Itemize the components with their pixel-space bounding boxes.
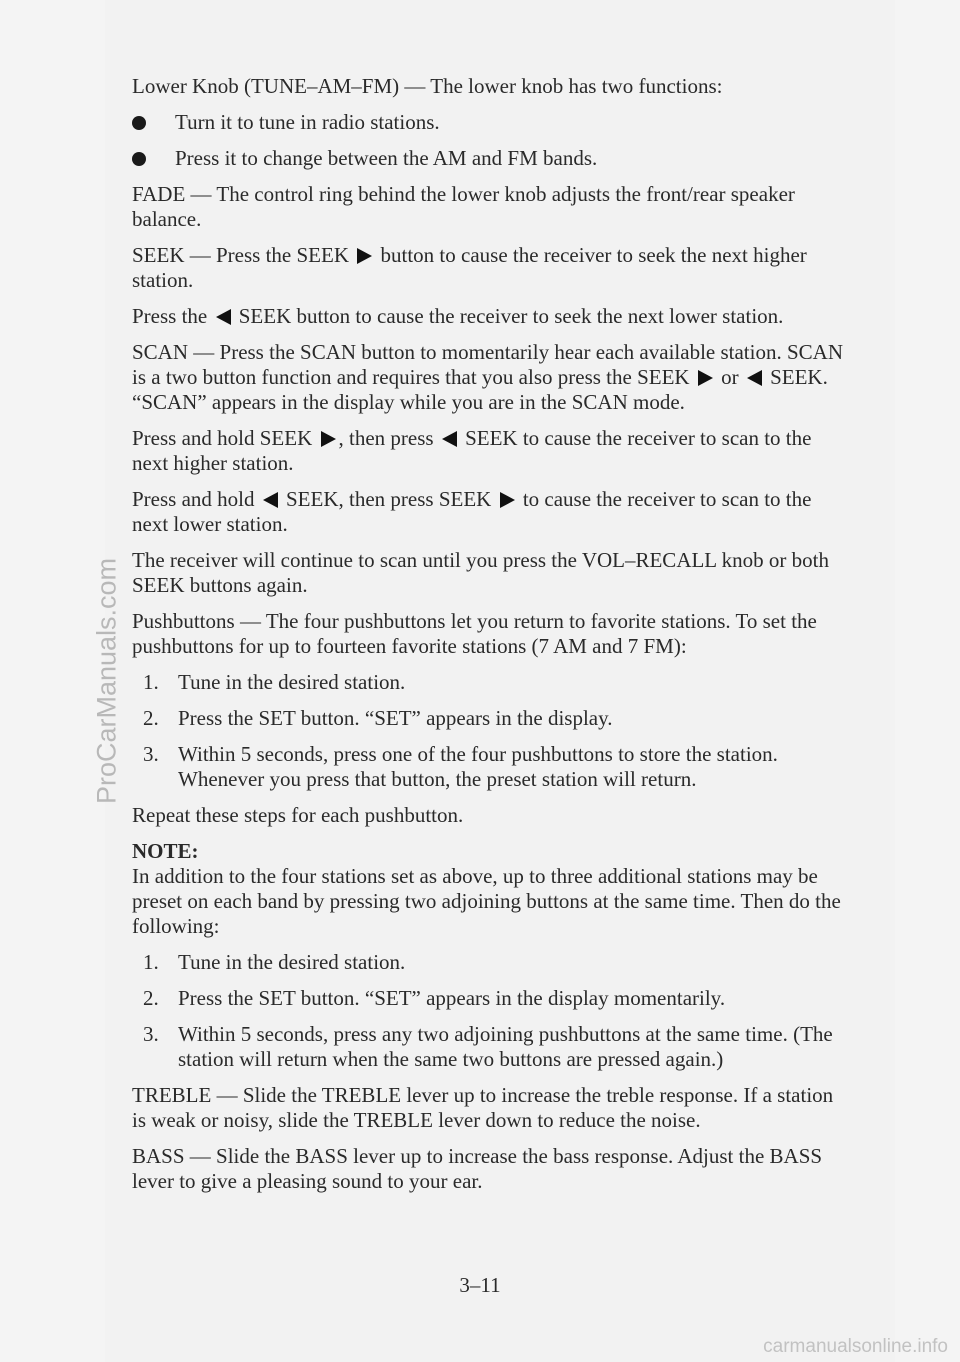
scan-paragraph <box>132 340 852 415</box>
seek-paragraph <box>132 243 852 293</box>
treble-paragraph: TREBLE — Slide the TREBLE lever up to increase the treble response. If a station is weak or noisy, slide the TREBLE lever down to reduce the noise. <box>132 1083 834 1132</box>
seek-text: SEEK button to cause the receiver to seek the next lower station. <box>238 304 784 328</box>
seek-text: Press the <box>132 304 208 328</box>
scan-higher-paragraph <box>132 426 852 476</box>
step-number: 2. <box>143 986 159 1010</box>
scan-text: SEEK to cause the receiver to scan to the next higher station. <box>132 426 812 475</box>
scan-lower-paragraph <box>132 487 852 537</box>
step-number: 3. <box>143 1022 159 1046</box>
step-text: Within 5 seconds, press any two adjoining pushbuttons at the same time. (The station will return when the same two buttons are pressed again.) <box>178 1022 833 1071</box>
seek-text: button to cause the receiver to seek the next higher station. <box>132 243 807 292</box>
seek-up-arrow-icon <box>698 370 713 386</box>
scan-text: Press and hold SEEK <box>132 426 313 450</box>
numbered-step <box>132 950 852 975</box>
scan-text: SCAN — Press the SCAN button to momentarily hear each available station. SCAN is a two button function and requires that you also press the SEEK <box>132 340 843 389</box>
numbered-step <box>132 742 852 792</box>
step-text: Press the SET button. “SET” appears in the display. <box>178 706 613 730</box>
step-number: 1. <box>143 670 159 694</box>
page-content <box>132 74 852 1205</box>
repeat-paragraph: Repeat these steps for each pushbutton. <box>132 803 464 827</box>
step-text: Tune in the desired station. <box>178 670 406 694</box>
step-number: 2. <box>143 706 159 730</box>
step-text: Press the SET button. “SET” appears in the display momentarily. <box>178 986 726 1010</box>
bullet-text: Press it to change between the AM and FM bands. <box>175 146 598 170</box>
lower-knob-intro: Lower Knob (TUNE–AM–FM) — The lower knob has two functions: <box>132 74 723 98</box>
seek-up-arrow-icon <box>321 431 336 447</box>
numbered-step <box>132 1022 852 1072</box>
fade-paragraph: FADE — The control ring behind the lower knob adjusts the front/rear speaker balance. <box>132 182 795 231</box>
bass-paragraph: BASS — Slide the BASS lever up to increase the bass response. Adjust the BASS lever to give a pleasing sound to your ear. <box>132 1144 823 1193</box>
seek-down-arrow-icon <box>216 309 231 325</box>
bullet-text: Turn it to tune in radio stations. <box>175 110 440 134</box>
bullet-icon <box>132 152 146 166</box>
numbered-step <box>132 986 852 1011</box>
pushbuttons-intro: Pushbuttons — The four pushbuttons let you return to favorite stations. To set the pushbuttons for up to fourteen favorite stations (7 AM and 7 FM): <box>132 609 817 658</box>
note-title: NOTE: <box>132 839 199 863</box>
seek-down-arrow-icon <box>263 492 278 508</box>
bullet-item <box>132 110 852 135</box>
seek-down-paragraph <box>132 304 852 329</box>
scan-text: or <box>721 365 739 389</box>
scan-text: to cause the receiver to scan to the next lower station. <box>132 487 812 536</box>
scan-text: SEEK. “SCAN” appears in the display while you are in the SCAN mode. <box>132 365 828 414</box>
step-number: 1. <box>143 950 159 974</box>
seek-up-arrow-icon <box>500 492 515 508</box>
watermark-procarmanuals: ProCarManuals.com <box>91 557 122 805</box>
seek-text: SEEK — Press the SEEK <box>132 243 349 267</box>
seek-up-arrow-icon <box>357 248 372 264</box>
scan-text: , then press <box>338 426 434 450</box>
numbered-step <box>132 706 852 731</box>
note-text: In addition to the four stations set as above, up to three additional stations may be preset on each band by pressing two adjoining buttons at the same time. Then do the following: <box>132 864 841 938</box>
seek-down-arrow-icon <box>747 370 762 386</box>
scan-continue-paragraph: The receiver will continue to scan until you press the VOL–RECALL knob or both SEEK buttons again. <box>132 548 829 597</box>
numbered-step <box>132 670 852 695</box>
watermark-carmanualsonline: carmanualsonline.info <box>763 1336 948 1357</box>
step-text: Within 5 seconds, press one of the four pushbuttons to store the station. Whenever you press that button, the preset station will return. <box>178 742 778 791</box>
step-text: Tune in the desired station. <box>178 950 406 974</box>
bullet-item <box>132 146 852 171</box>
seek-down-arrow-icon <box>442 431 457 447</box>
scan-text: Press and hold <box>132 487 255 511</box>
step-number: 3. <box>143 742 159 766</box>
scan-text: SEEK, then press SEEK <box>286 487 492 511</box>
bullet-icon <box>132 116 146 130</box>
page-number: 3–11 <box>459 1273 501 1297</box>
